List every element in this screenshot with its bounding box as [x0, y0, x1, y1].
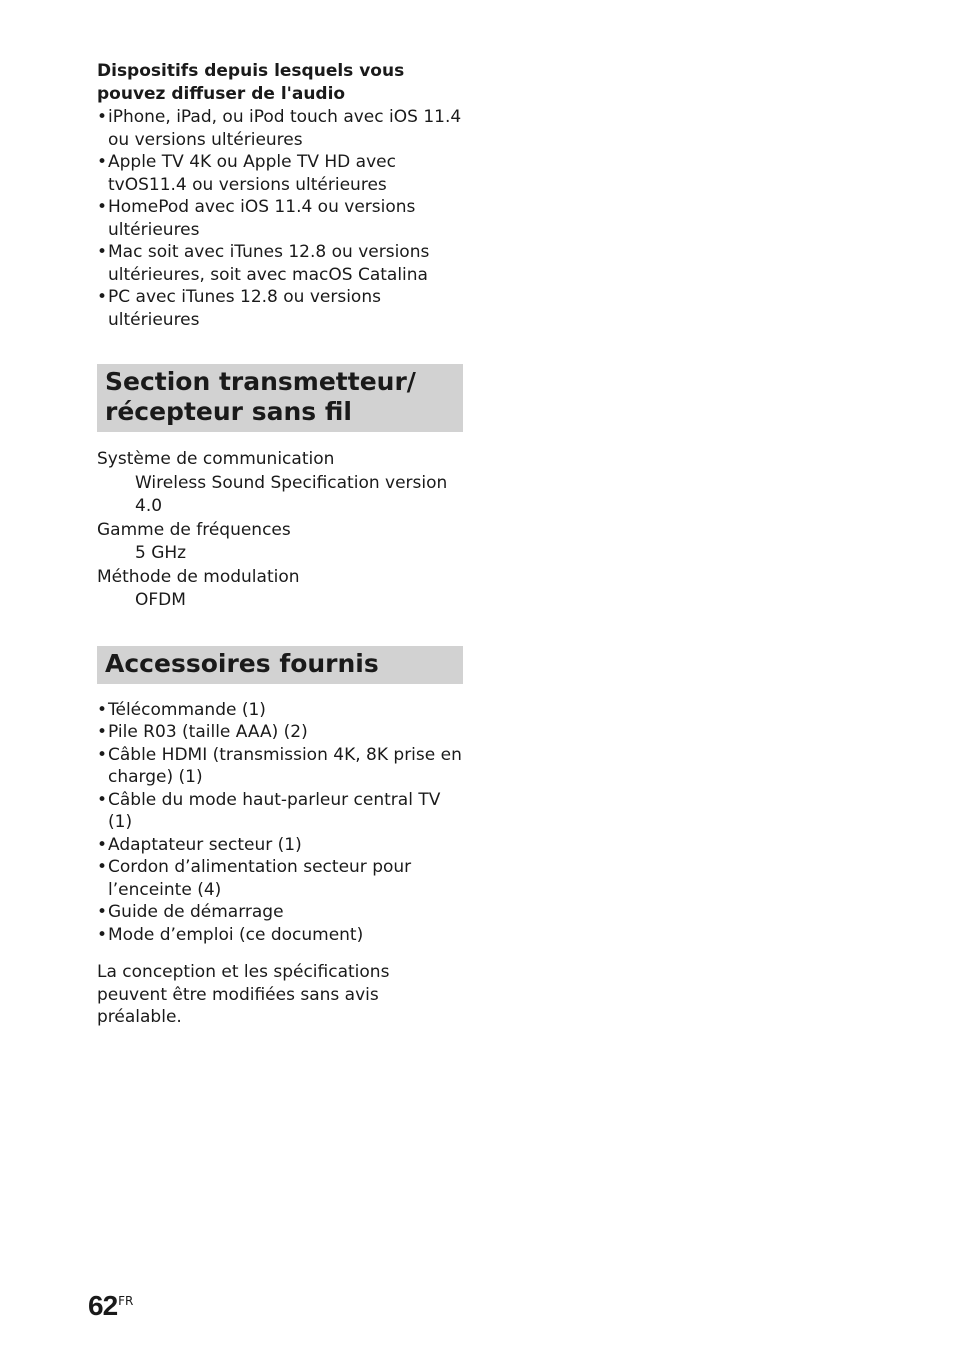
list-item-text: Apple TV 4K ou Apple TV HD avec tvOS11.4 ou versions ultérieures: [108, 152, 396, 195]
page-number-value: 62: [88, 1290, 118, 1321]
list-item-text: Télécommande (1): [108, 699, 266, 720]
specifications-notice: La conception et les spécifications peuvent être modifiées sans avis préalable.: [97, 962, 390, 1027]
list-item: [97, 924, 463, 947]
list-item: [97, 241, 463, 286]
bullet-icon: •: [97, 722, 108, 742]
content-column: [97, 60, 463, 1029]
bullet-icon: •: [97, 242, 108, 262]
list-item: [97, 834, 463, 857]
bullet-icon: •: [97, 744, 108, 765]
list-item-text: Mac soit avec iTunes 12.8 ou versions ultérieures, soit avec macOS Catalina: [108, 242, 430, 285]
devices-list: [97, 106, 463, 331]
list-item: [97, 151, 463, 196]
list-item: [97, 106, 463, 151]
page-number: [88, 1290, 133, 1322]
bullet-icon: •: [97, 924, 108, 945]
bullet-icon: •: [97, 287, 108, 307]
bullet-icon: •: [97, 197, 108, 217]
list-item-text: Câble HDMI (transmission 4K, 8K prise en charge) (1): [108, 744, 462, 787]
list-item: [97, 901, 463, 924]
accessories-section-title: Accessoires fournis: [97, 646, 463, 684]
list-item: [97, 286, 463, 331]
list-item-text: HomePod avec iOS 11.4 ou versions ultérieures: [108, 197, 416, 240]
wireless-section-title: Section transmetteur/ récepteur sans fil: [97, 364, 463, 432]
spec-label-communication: Système de communication: [97, 449, 335, 469]
list-item-text: Guide de démarrage: [108, 902, 284, 922]
list-item-text: Mode d’emploi (ce document): [108, 924, 364, 945]
list-item-text: Adaptateur secteur (1): [108, 834, 302, 855]
spec-label-frequency: Gamme de fréquences: [97, 519, 291, 540]
bullet-icon: •: [97, 699, 108, 720]
devices-heading: Dispositifs depuis lesquels vous pouvez diffuser de l'audio: [97, 61, 405, 104]
bullet-icon: •: [97, 152, 108, 172]
bullet-icon: •: [97, 857, 108, 877]
list-item-text: Pile R03 (taille AAA) (2): [108, 722, 308, 742]
bullet-icon: •: [97, 834, 108, 855]
list-item-text: Cordon d’alimentation secteur pour l’enceinte (4): [108, 857, 412, 900]
list-item: [97, 699, 463, 722]
bullet-icon: •: [97, 107, 108, 127]
spec-label-modulation: Méthode de modulation: [97, 566, 300, 587]
spec-value-modulation: OFDM: [135, 590, 186, 610]
list-item: [97, 744, 463, 789]
list-item: [97, 721, 463, 744]
list-item: [97, 789, 463, 834]
list-item-text: Câble du mode haut-parleur central TV (1): [108, 789, 441, 832]
list-item-text: iPhone, iPad, ou iPod touch avec iOS 11.4 ou versions ultérieures: [108, 107, 462, 150]
list-item-text: PC avec iTunes 12.8 ou versions ultérieures: [108, 287, 381, 330]
list-item: [97, 196, 463, 241]
page-language-code: FR: [118, 1294, 134, 1308]
spec-value-frequency: 5 GHz: [135, 543, 187, 563]
bullet-icon: •: [97, 789, 108, 810]
spec-value-communication: Wireless Sound Specification version 4.0: [135, 472, 448, 516]
bullet-icon: •: [97, 902, 108, 922]
wireless-specs: [97, 448, 463, 613]
accessories-list: [97, 699, 463, 947]
list-item: [97, 856, 463, 901]
